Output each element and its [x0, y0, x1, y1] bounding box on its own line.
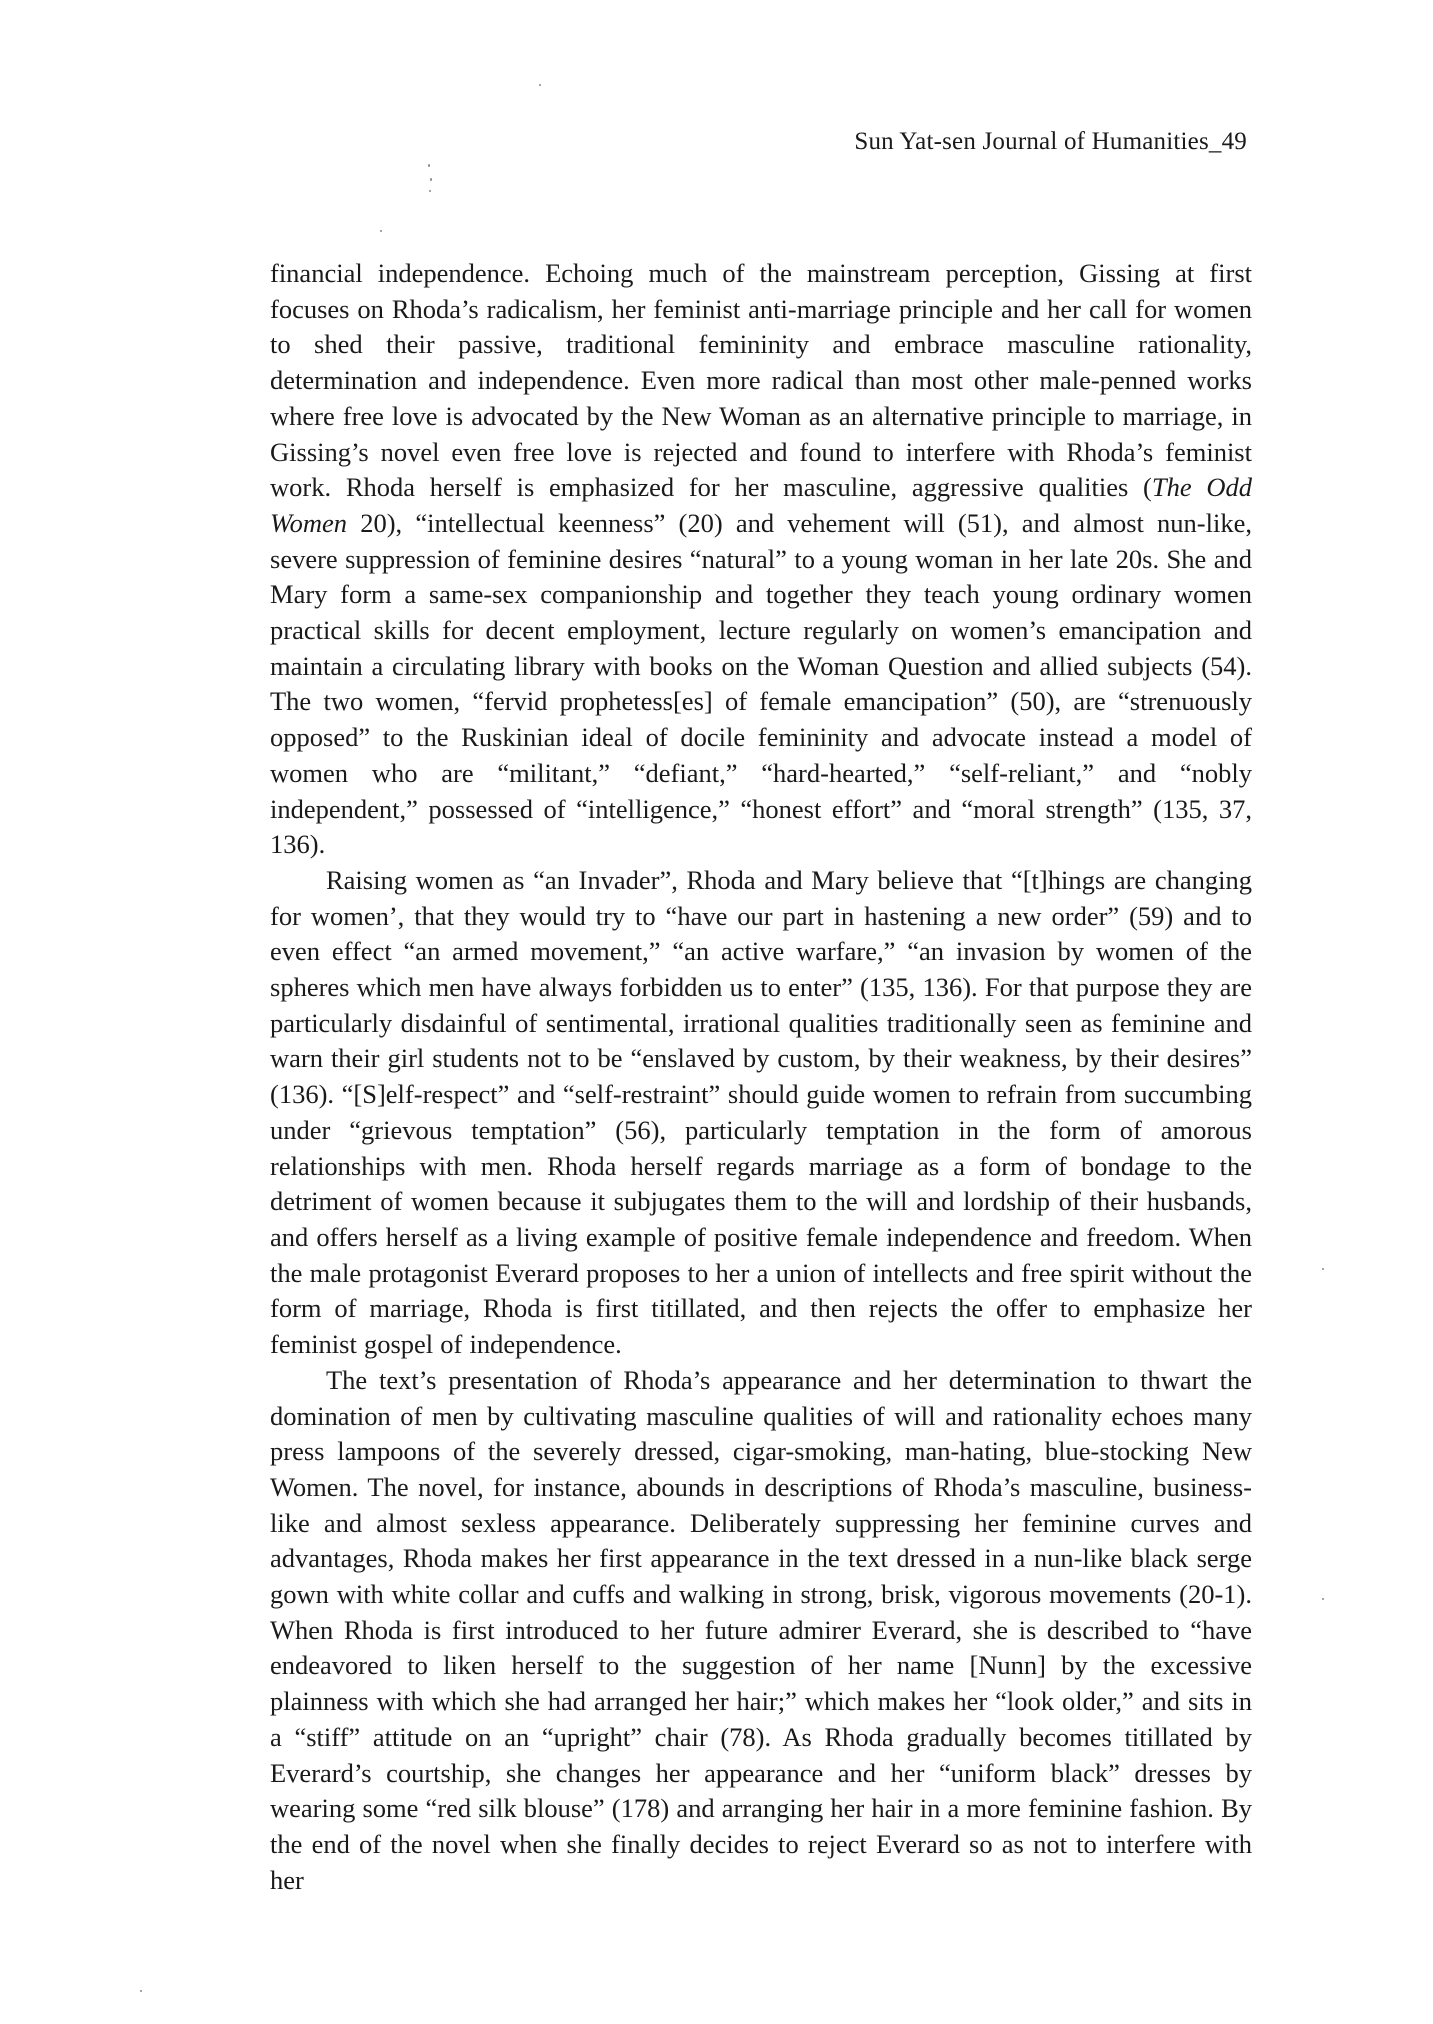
scan-speck: [428, 164, 430, 167]
paragraph-3: [270, 1363, 1252, 1899]
journal-title: Sun Yat-sen Journal of Humanities: [854, 128, 1209, 155]
paragraph-text: 20), “intellectual keenness” (20) and vehement will (51), and almost nun-like, severe suppression of feminine desires “natural” to a young woman in her late 20s. She and Mary form a same-sex companionship and together they teach young ordinary women practical skills for decent employment, lecture regularly on women’s emancipation and maintain a circulating library with books on the Woman Question and allied subjects (54). The two women, “fervid prophetess[es] of female emancipation” (50), are “strenuously opposed” to the Ruskinian ideal of docile femininity and advocate instead a model of women who are “militant,” “defiant,” “hard-hearted,” “self-reliant,” and “nobly independent,” possessed of “intelligence,” “honest effort” and “moral strength” (135, 37, 136).: [270, 507, 1252, 860]
header-separator: _: [1208, 128, 1222, 155]
page-number: 49: [1221, 128, 1247, 155]
book-title: The Odd Women: [270, 472, 1252, 538]
paragraph-2: [270, 863, 1252, 1363]
scan-speck: [380, 230, 382, 232]
body-text: [270, 256, 1252, 1898]
scan-speck: [140, 1990, 142, 1992]
running-header: [854, 128, 1247, 156]
scan-speck: [539, 84, 541, 86]
paragraph-text: financial independence. Echoing much of the mainstream perception, Gissing at first focuses on Rhoda’s radicalism, her feminist anti-marriage principle and her call for women to shed their passive, traditional femininity and embrace masculine rationality, determination and independence. Even more radical than most other male-penned works where free love is advocated by the New Woman as an alternative principle to marriage, in Gissing’s novel even free love is rejected and found to interfere with Rhoda’s feminist work. Rhoda herself is emphasized for her masculine, aggressive qualities (: [270, 258, 1252, 503]
scan-speck: [429, 190, 431, 192]
paragraph-1: [270, 256, 1252, 863]
scan-speck: [430, 178, 432, 181]
scan-speck: [1322, 1268, 1324, 1270]
scan-speck: [1322, 1598, 1324, 1600]
paragraph-text: Raising women as “an Invader”, Rhoda and Mary believe that “[t]hings are changing for women’, that they would try to “have our part in hastening a new order” (59) and to even effect “an armed movement,” “an active warfare,” “an invasion by women of the spheres which men have always forbidden us to enter” (135, 136). For that purpose they are particularly disdainful of sentimental, irrational qualities traditionally seen as feminine and warn their girl students not to be “enslaved by custom, by their weakness, by their desires” (136). “[S]elf-respect” and “self-restraint” should guide women to refrain from succumbing under “grievous temptation” (56), particularly temptation in the form of amorous relationships with men. Rhoda herself regards marriage as a form of bondage to the detriment of women because it subjugates them to the will and lordship of their husbands, and offers herself as a living example of positive female independence and freedom. When the male protagonist Everard proposes to her a union of intellects and free spirit without the form of marriage, Rhoda is first titillated, and then rejects the offer to emphasize her feminist gospel of independence.: [270, 864, 1252, 1360]
paragraph-text: The text’s presentation of Rhoda’s appearance and her determination to thwart the domination of men by cultivating masculine qualities of will and rationality echoes many press lampoons of the severely dressed, cigar-smoking, man-hating, blue-stocking New Women. The novel, for instance, abounds in descriptions of Rhoda’s masculine, business-like and almost sexless appearance. Deliberately suppressing her feminine curves and advantages, Rhoda makes her first appearance in the text dressed in a nun-like black serge gown with white collar and cuffs and walking in strong, brisk, vigorous movements (20-1). When Rhoda is first introduced to her future admirer Everard, she is described to “have endeavored to liken herself to the suggestion of her name [Nunn] by the excessive plainness with which she had arranged her hair;” which makes her “look older,” and sits in a “stiff” attitude on an “upright” chair (78). As Rhoda gradually becomes titillated by Everard’s courtship, she changes her appearance and her “uniform black” dresses by wearing some “red silk blouse” (178) and arranging her hair in a more feminine fashion. By the end of the novel when she finally decides to reject Everard so as not to interfere with her: [270, 1364, 1252, 1895]
